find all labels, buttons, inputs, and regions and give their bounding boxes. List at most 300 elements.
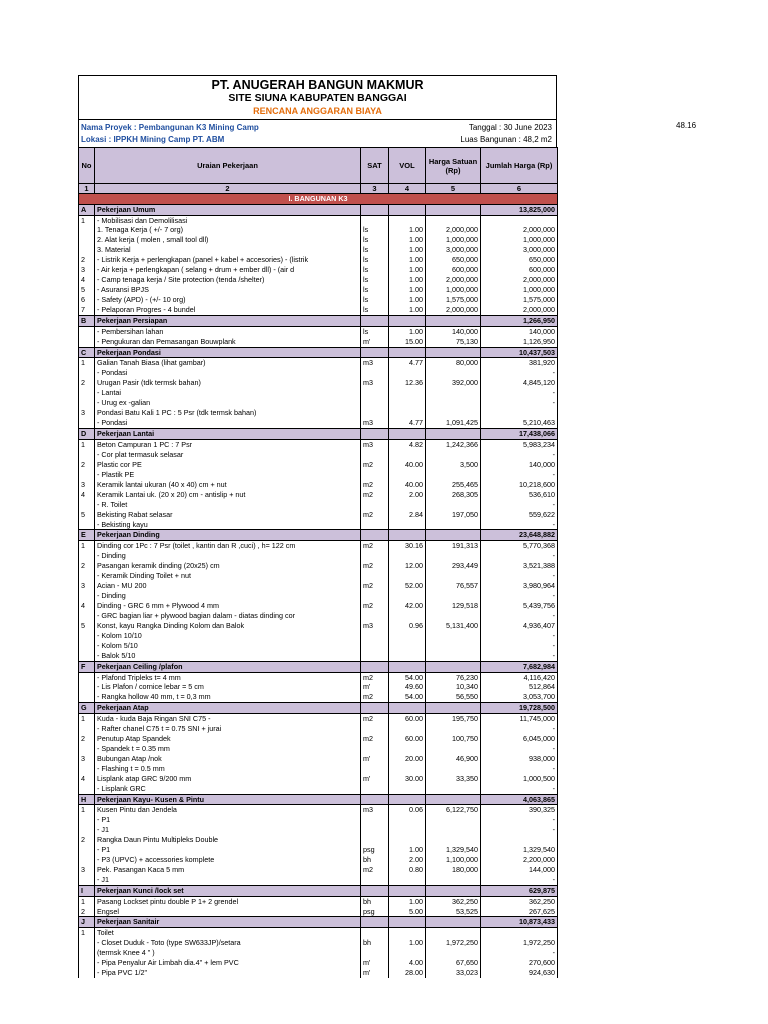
cell-vol: 1.00	[389, 896, 426, 906]
cell-price	[426, 470, 481, 480]
cell-total: -	[481, 571, 558, 581]
item-row	[79, 815, 558, 825]
cell-total: 10,873,433	[481, 917, 558, 928]
group-row	[79, 661, 558, 672]
cell-sat	[361, 398, 389, 408]
item-row	[79, 938, 558, 948]
cell-desc: Galian Tanah Biasa (lihat gambar)	[95, 358, 361, 368]
item-row	[79, 958, 558, 968]
cell-price: 1,000,000	[426, 235, 481, 245]
cell-sat: m2	[361, 541, 389, 551]
item-row	[79, 275, 558, 285]
item-row	[79, 651, 558, 661]
col-header-total: Jumlah Harga (Rp)	[481, 148, 558, 184]
cell-vol: 1.00	[389, 235, 426, 245]
cell-price: 2,000,000	[426, 225, 481, 235]
cell-sat	[361, 368, 389, 378]
cell-sat: m3	[361, 439, 389, 449]
item-row	[79, 724, 558, 734]
cell-vol: 2.00	[389, 855, 426, 865]
cell-total: 4,936,407	[481, 621, 558, 631]
cell-desc: - Flashing t = 0.5 mm	[95, 764, 361, 774]
cell-total: -	[481, 764, 558, 774]
cell-total: -	[481, 724, 558, 734]
item-row	[79, 225, 558, 235]
cell-desc: Bekisting Rabat selasar	[95, 510, 361, 520]
item-row	[79, 631, 558, 641]
cell-price: 76,557	[426, 581, 481, 591]
cell-no: 6	[79, 295, 95, 305]
cell-no: H	[79, 794, 95, 805]
cell-sat	[361, 428, 389, 439]
cell-no	[79, 611, 95, 621]
cell-total: 2,000,000	[481, 275, 558, 285]
cell-price	[426, 661, 481, 672]
cell-sat	[361, 591, 389, 601]
cell-desc: Pekerjaan Dinding	[95, 530, 361, 541]
cell-desc: - Lis Plafon / cornice lebar = 5 cm	[95, 682, 361, 692]
cell-sat: m'	[361, 754, 389, 764]
cell-total: 381,920	[481, 358, 558, 368]
cell-total: 10,218,600	[481, 480, 558, 490]
cell-price	[426, 347, 481, 358]
cell-desc: - Pipa Penyalur Air Limbah dia.4" + lem PVC	[95, 958, 361, 968]
cell-total	[481, 215, 558, 225]
cell-no	[79, 825, 95, 835]
group-row	[79, 428, 558, 439]
cell-no: E	[79, 530, 95, 541]
cell-total: 362,250	[481, 896, 558, 906]
cell-sat	[361, 551, 389, 561]
cell-vol	[389, 530, 426, 541]
cell-price: 1,091,425	[426, 418, 481, 428]
cell-total: 600,000	[481, 265, 558, 275]
cell-price: 2,000,000	[426, 305, 481, 315]
cell-sat	[361, 764, 389, 774]
cell-price	[426, 724, 481, 734]
cell-total: 1,126,950	[481, 337, 558, 347]
cell-total: -	[481, 368, 558, 378]
cell-desc: - Mobilisasi dan Demolilisasi	[95, 215, 361, 225]
cell-vol: 1.00	[389, 275, 426, 285]
cell-no	[79, 470, 95, 480]
cell-no	[79, 958, 95, 968]
cell-price: 80,000	[426, 358, 481, 368]
cell-sat: m'	[361, 337, 389, 347]
cell-desc: - J1	[95, 825, 361, 835]
cell-total: 4,116,420	[481, 672, 558, 682]
cell-desc: - Lantai	[95, 388, 361, 398]
cell-vol: 20.00	[389, 754, 426, 764]
item-row	[79, 948, 558, 958]
cell-no: 4	[79, 774, 95, 784]
cell-vol: 0.80	[389, 865, 426, 875]
cell-price: 1,575,000	[426, 295, 481, 305]
cell-price	[426, 703, 481, 714]
cell-price: 1,242,366	[426, 439, 481, 449]
cell-total: 1,575,000	[481, 295, 558, 305]
cell-price	[426, 591, 481, 601]
cell-desc: Beton Campuran 1 PC : 7 Psr	[95, 439, 361, 449]
cell-total: 6,045,000	[481, 734, 558, 744]
item-row	[79, 470, 558, 480]
cell-sat	[361, 500, 389, 510]
section-title: I. BANGUNAN K3	[79, 194, 558, 205]
cell-price: 75,130	[426, 337, 481, 347]
column-number-row	[79, 184, 558, 194]
cell-total: -	[481, 591, 558, 601]
cell-total: 390,325	[481, 805, 558, 815]
item-row	[79, 358, 558, 368]
cell-no	[79, 744, 95, 754]
cell-desc: - Air kerja + perlengkapan ( selang + drum + ember dll) - (air d	[95, 265, 361, 275]
cell-price: 67,650	[426, 958, 481, 968]
cell-no	[79, 815, 95, 825]
cell-sat: m2	[361, 692, 389, 702]
cell-price	[426, 784, 481, 794]
cell-vol: 60.00	[389, 713, 426, 723]
cell-desc: Pekerjaan Kayu- Kusen & Pintu	[95, 794, 361, 805]
item-row	[79, 896, 558, 906]
cell-desc: - Kolom 5/10	[95, 641, 361, 651]
cell-price: 1,000,000	[426, 285, 481, 295]
cell-total: -	[481, 500, 558, 510]
cell-total: 267,625	[481, 907, 558, 917]
cell-no: 5	[79, 621, 95, 631]
cell-no: 3	[79, 480, 95, 490]
cell-sat	[361, 744, 389, 754]
cell-no	[79, 651, 95, 661]
cell-vol	[389, 520, 426, 530]
cell-vol	[389, 591, 426, 601]
cell-price: 5,131,400	[426, 621, 481, 631]
cell-total: 3,521,388	[481, 561, 558, 571]
cell-price	[426, 815, 481, 825]
cell-no	[79, 500, 95, 510]
cell-price	[426, 764, 481, 774]
cell-desc: - Keramik Dinding Toilet + nut	[95, 571, 361, 581]
cell-price	[426, 530, 481, 541]
cell-price: 3,500	[426, 460, 481, 470]
cell-no: 2	[79, 255, 95, 265]
cell-sat: m2	[361, 460, 389, 470]
cell-desc: - Pondasi	[95, 368, 361, 378]
cell-price	[426, 571, 481, 581]
cell-desc: - Plafond Tripleks t= 4 mm	[95, 672, 361, 682]
cell-no	[79, 245, 95, 255]
cell-price	[426, 794, 481, 805]
cell-sat: m2	[361, 581, 389, 591]
cell-price: 1,100,000	[426, 855, 481, 865]
cell-no: 2	[79, 835, 95, 845]
cell-no: 1	[79, 713, 95, 723]
cell-no: 1	[79, 215, 95, 225]
cell-desc: Pekerjaan Ceiling /plafon	[95, 661, 361, 672]
cell-vol: 1.00	[389, 285, 426, 295]
cell-desc: Pekerjaan Persiapan	[95, 316, 361, 327]
cell-desc: - Balok 5/10	[95, 651, 361, 661]
cell-desc: - Pembersihan lahan	[95, 326, 361, 336]
rab-document	[78, 75, 557, 978]
cell-total: -	[481, 450, 558, 460]
cell-price	[426, 388, 481, 398]
item-row	[79, 907, 558, 917]
cell-desc: - Listrik Kerja + perlengkapan (panel + kabel + accesories) - (listrik	[95, 255, 361, 265]
cell-no	[79, 724, 95, 734]
cell-price: 10,340	[426, 682, 481, 692]
cell-price	[426, 917, 481, 928]
item-row	[79, 337, 558, 347]
cell-vol	[389, 651, 426, 661]
document-subtitle: RENCANA ANGGARAN BIAYA	[253, 106, 382, 116]
cell-price: 140,000	[426, 326, 481, 336]
cell-desc: Pekerjaan Sanitair	[95, 917, 361, 928]
cell-total: 5,983,234	[481, 439, 558, 449]
cell-total: 3,000,000	[481, 245, 558, 255]
cell-total: -	[481, 948, 558, 958]
cell-no: 3	[79, 265, 95, 275]
cell-no: 7	[79, 305, 95, 315]
cell-sat: ls	[361, 255, 389, 265]
cell-no: G	[79, 703, 95, 714]
cell-desc: Kusen Pintu dan Jendela	[95, 805, 361, 815]
cell-sat: m2	[361, 672, 389, 682]
company-name: PT. ANUGERAH BANGUN MAKMUR	[211, 78, 424, 92]
cell-vol: 30.16	[389, 541, 426, 551]
item-row	[79, 845, 558, 855]
item-row	[79, 418, 558, 428]
cell-price: 3,000,000	[426, 245, 481, 255]
item-row	[79, 601, 558, 611]
item-row	[79, 571, 558, 581]
item-row	[79, 835, 558, 845]
cell-total: 23,648,882	[481, 530, 558, 541]
cell-sat: m'	[361, 968, 389, 978]
cell-no	[79, 968, 95, 978]
cell-sat: m2	[361, 510, 389, 520]
cell-price: 362,250	[426, 896, 481, 906]
cell-vol	[389, 875, 426, 885]
cell-price: 6,122,750	[426, 805, 481, 815]
cell-vol: 1.00	[389, 265, 426, 275]
cell-sat: m'	[361, 958, 389, 968]
cell-vol	[389, 724, 426, 734]
item-row	[79, 439, 558, 449]
cell-total: 4,063,865	[481, 794, 558, 805]
cell-no: A	[79, 204, 95, 215]
cell-desc: - Cor plat termasuk selasar	[95, 450, 361, 460]
item-row	[79, 825, 558, 835]
cell-total: 140,000	[481, 460, 558, 470]
item-row	[79, 235, 558, 245]
cell-desc: - Urug ex -galian	[95, 398, 361, 408]
item-row	[79, 855, 558, 865]
cell-sat	[361, 641, 389, 651]
cell-price	[426, 885, 481, 896]
cell-no: 1	[79, 358, 95, 368]
cell-sat: m2	[361, 561, 389, 571]
cell-no	[79, 682, 95, 692]
col-header-desc: Uraian Pekerjaan	[95, 148, 361, 184]
cell-vol	[389, 408, 426, 418]
cell-sat	[361, 347, 389, 358]
cell-no	[79, 631, 95, 641]
cell-total: -	[481, 651, 558, 661]
cell-desc: - Safety (APD) - (+/- 10 org)	[95, 295, 361, 305]
cell-desc: - J1	[95, 875, 361, 885]
cell-price: 76,230	[426, 672, 481, 682]
cell-sat: ls	[361, 285, 389, 295]
cell-vol: 1.00	[389, 295, 426, 305]
cell-total: -	[481, 470, 558, 480]
cell-total: -	[481, 815, 558, 825]
cell-vol: 40.00	[389, 480, 426, 490]
cell-desc: - GRC bagian liar + plywood bagian dalam - diatas dinding cor	[95, 611, 361, 621]
cell-sat	[361, 316, 389, 327]
cell-price	[426, 368, 481, 378]
cell-vol: 2.84	[389, 510, 426, 520]
item-row	[79, 672, 558, 682]
cell-desc: Pasang Lockset pintu double P 1+ 2 grendel	[95, 896, 361, 906]
cell-vol: 1.00	[389, 225, 426, 235]
cell-no: 3	[79, 408, 95, 418]
cell-price	[426, 450, 481, 460]
cell-vol	[389, 347, 426, 358]
cell-vol	[389, 571, 426, 581]
cell-no	[79, 845, 95, 855]
cell-vol	[389, 928, 426, 938]
cell-no: 3	[79, 754, 95, 764]
cell-total: 3,053,700	[481, 692, 558, 702]
cell-desc: Pekerjaan Umum	[95, 204, 361, 215]
item-row	[79, 480, 558, 490]
cell-desc: - P1	[95, 845, 361, 855]
cell-vol: 5.00	[389, 907, 426, 917]
cell-vol: 40.00	[389, 460, 426, 470]
col-number: 3	[361, 184, 389, 194]
cell-price	[426, 835, 481, 845]
document-header	[78, 75, 557, 119]
item-row	[79, 408, 558, 418]
cost-table-body	[79, 194, 558, 978]
cell-no	[79, 225, 95, 235]
cell-vol	[389, 885, 426, 896]
cell-vol	[389, 450, 426, 460]
cell-vol	[389, 551, 426, 561]
cell-no	[79, 551, 95, 561]
cell-price: 255,465	[426, 480, 481, 490]
cell-sat: ls	[361, 326, 389, 336]
cell-vol	[389, 641, 426, 651]
item-row	[79, 551, 558, 561]
cell-sat	[361, 875, 389, 885]
item-row	[79, 520, 558, 530]
col-header-sat: SAT	[361, 148, 389, 184]
cell-sat	[361, 825, 389, 835]
cell-price: 46,900	[426, 754, 481, 764]
cell-total: 17,438,066	[481, 428, 558, 439]
cell-price: 53,525	[426, 907, 481, 917]
cell-price: 2,000,000	[426, 275, 481, 285]
cell-vol: 49.60	[389, 682, 426, 692]
col-number: 4	[389, 184, 426, 194]
project-info	[78, 119, 557, 147]
cell-no	[79, 672, 95, 682]
col-header-vol: VOL	[389, 148, 426, 184]
item-row	[79, 305, 558, 315]
item-row	[79, 764, 558, 774]
cell-desc: Kuda - kuda Baja Ringan SNI C75 -	[95, 713, 361, 723]
cell-no: F	[79, 661, 95, 672]
cell-total: 512,864	[481, 682, 558, 692]
cell-no: 1	[79, 896, 95, 906]
cell-no	[79, 450, 95, 460]
cell-price: 195,750	[426, 713, 481, 723]
cell-price	[426, 948, 481, 958]
cell-total: 1,972,250	[481, 938, 558, 948]
cell-sat	[361, 885, 389, 896]
cell-no	[79, 875, 95, 885]
cell-vol: 4.77	[389, 418, 426, 428]
cell-vol: 0.96	[389, 621, 426, 631]
section-row	[79, 194, 558, 205]
cell-total: 1,329,540	[481, 845, 558, 855]
cell-no: B	[79, 316, 95, 327]
cell-vol	[389, 835, 426, 845]
cell-vol: 1.00	[389, 845, 426, 855]
cell-vol: 4.82	[389, 439, 426, 449]
cell-price: 56,550	[426, 692, 481, 702]
cell-vol	[389, 784, 426, 794]
cell-price: 180,000	[426, 865, 481, 875]
item-row	[79, 510, 558, 520]
cell-total: 1,000,500	[481, 774, 558, 784]
cell-no: 1	[79, 439, 95, 449]
cell-sat: ls	[361, 275, 389, 285]
cell-sat: m3	[361, 418, 389, 428]
cell-vol	[389, 398, 426, 408]
cell-no: D	[79, 428, 95, 439]
cell-vol: 52.00	[389, 581, 426, 591]
cell-vol	[389, 611, 426, 621]
item-row	[79, 398, 558, 408]
col-number: 5	[426, 184, 481, 194]
cell-vol: 54.00	[389, 672, 426, 682]
cell-no: 2	[79, 378, 95, 388]
cell-desc: - Pelaporan Progres - 4 bundel	[95, 305, 361, 315]
item-row	[79, 784, 558, 794]
cell-price: 650,000	[426, 255, 481, 265]
cell-total: -	[481, 631, 558, 641]
item-row	[79, 774, 558, 784]
item-row	[79, 734, 558, 744]
cell-sat	[361, 835, 389, 845]
site-name: SITE SIUNA KABUPATEN BANGGAI	[228, 92, 407, 104]
cell-total: 924,630	[481, 968, 558, 978]
item-row	[79, 285, 558, 295]
item-row	[79, 611, 558, 621]
cell-desc: (termsk Knee 4 " )	[95, 948, 361, 958]
cell-desc: - Rafter chanel C75 t = 0.75 SNI + jurai	[95, 724, 361, 734]
cell-desc: - Pipa PVC 1/2"	[95, 968, 361, 978]
cell-desc: Urugan Pasir (tdk termsk bahan)	[95, 378, 361, 388]
column-header-row	[79, 148, 558, 184]
cell-price: 191,313	[426, 541, 481, 551]
cell-total: 559,622	[481, 510, 558, 520]
cell-total: 5,770,368	[481, 541, 558, 551]
cell-desc: - P1	[95, 815, 361, 825]
cell-desc: Acian - MU 200	[95, 581, 361, 591]
